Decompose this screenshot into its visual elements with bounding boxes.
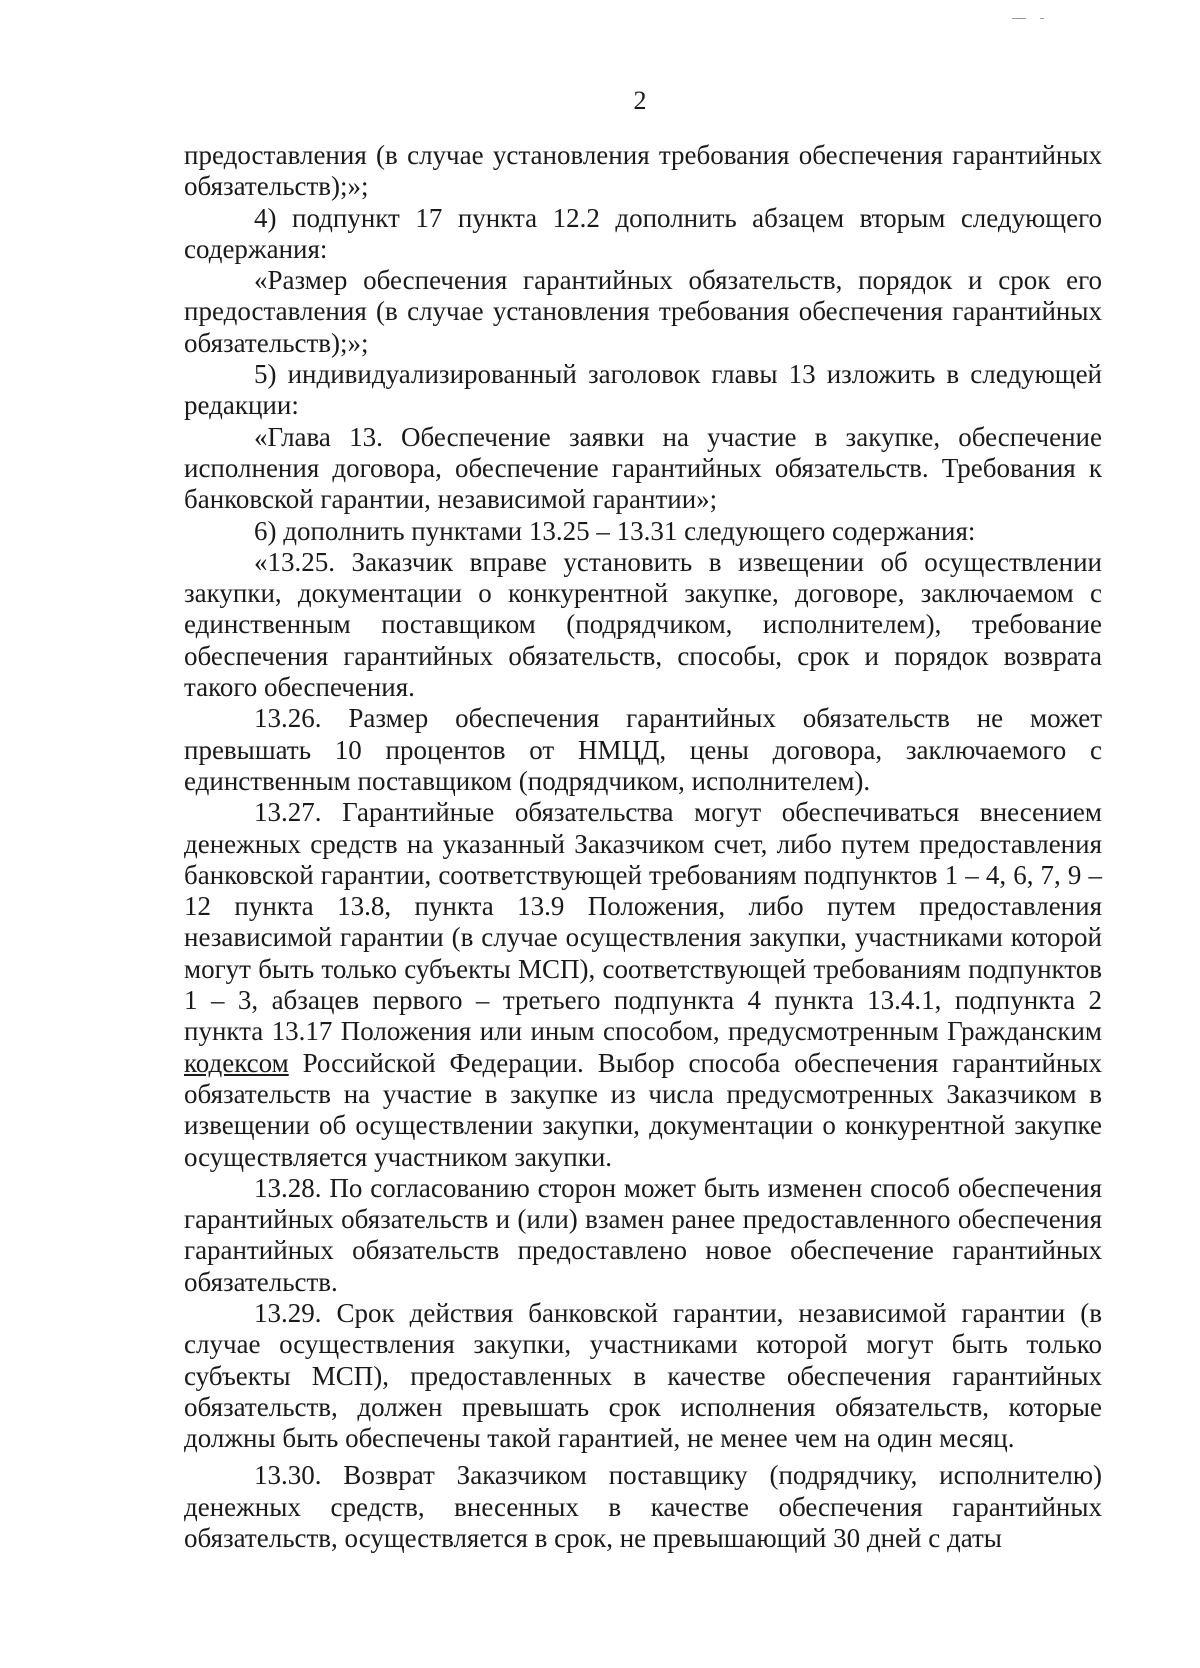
paragraph-item-6: 6) дополнить пунктами 13.25 – 13.31 следующего содержания:: [254, 515, 976, 546]
scan-artifact-mark: [1040, 18, 1044, 19]
paragraph-13-29: 13.29. Срок действия банковской гарантии, независимой гарантии (в случае осуществления закупки, участниками которой могут быть только субъекты МСП), предоставленных в качестве обеспечения гарантийных обязательств, должен превышать срок исполнения обязательств, которые должны быть обеспечены такой гарантией, не менее чем на один месяц.: [184, 1297, 1102, 1454]
paragraph-continuation: предоставления (в случае установления требования обеспечения гарантийных обязательств);»;: [184, 140, 1102, 202]
page-number: 2: [633, 86, 647, 115]
civil-code-link[interactable]: кодексом: [184, 1047, 289, 1078]
paragraph-13-27: [184, 797, 1102, 1173]
paragraph-13-28: 13.28. По согласованию сторон может быть изменен способ обеспечения гарантийных обязательств и (или) взамен ранее предоставленного обеспечения гарантийных обязательств предоставлено новое обеспечение гарантийных обязательств.: [184, 1172, 1102, 1297]
paragraph-13-27-text-end: Российской Федерации. Выбор способа обеспечения гарантийных обязательств на участие в закупке из числа предусмотренных Заказчиком в извещении об осуществлении закупки, документации о конкурентной закупке осуществляется участником закупки.: [184, 1047, 1102, 1172]
paragraph-item-4: 4) подпункт 17 пункта 12.2 дополнить абзацем вторым следующего содержания:: [184, 202, 1102, 264]
paragraph-13-30: 13.30. Возврат Заказчиком поставщику (подрядчику, исполнителю) денежных средств, внесенных в качестве обеспечения гарантийных обязательств, осуществляется в срок, не превышающий 30 дней с даты: [184, 1460, 1102, 1554]
paragraph-13-27-text-start: 13.27. Гарантийные обязательства могут обеспечиваться внесением денежных средств на указанный Заказчиком счет, либо путем предоставления банковской гарантии, соответствующей требованиям подпунктов 1 – 4, 6, 7, 9 – 12 пункта 13.8, пункта 13.9 Положения, либо путем предоставления независимой гарантии (в случае осуществления закупки, участниками которой могут быть только субъекты МСП), соответствующей требованиям подпунктов 1 – 3, абзацев первого – третьего подпункта 4 пункта 13.4.1, подпункта 2 пункта 13.17 Положения или иным способом, предусмотренным Гражданским: [184, 797, 1102, 1047]
paragraph-chapter-13-title: «Глава 13. Обеспечение заявки на участие в закупке, обеспечение исполнения договора, обеспечение гарантийных обязательств. Требования к банковской гарантии, независимой гарантии»;: [184, 421, 1102, 515]
paragraph-quote-size: «Размер обеспечения гарантийных обязательств, порядок и срок его предоставления (в случае установления требования обеспечения гарантийных обязательств);»;: [184, 265, 1102, 358]
scan-artifact-mark: [1012, 18, 1026, 19]
paragraph-13-26: 13.26. Размер обеспечения гарантийных обязательств не может превышать 10 процентов от НМЦД, цены договора, заключаемого с единственным поставщиком (подрядчиком, исполнителем).: [184, 703, 1102, 796]
document-body: [184, 140, 1102, 1554]
paragraph-item-5: 5) индивидуализированный заголовок главы 13 изложить в следующей редакции:: [184, 359, 1102, 421]
paragraph-13-25: «13.25. Заказчик вправе установить в извещении об осуществлении закупки, документации о конкурентной закупке, договоре, заключаемом с единственным поставщиком (подрядчиком, исполнителем), требование обеспечения гарантийных обязательств, способы, срок и порядок возврата такого обеспечения.: [184, 546, 1102, 703]
